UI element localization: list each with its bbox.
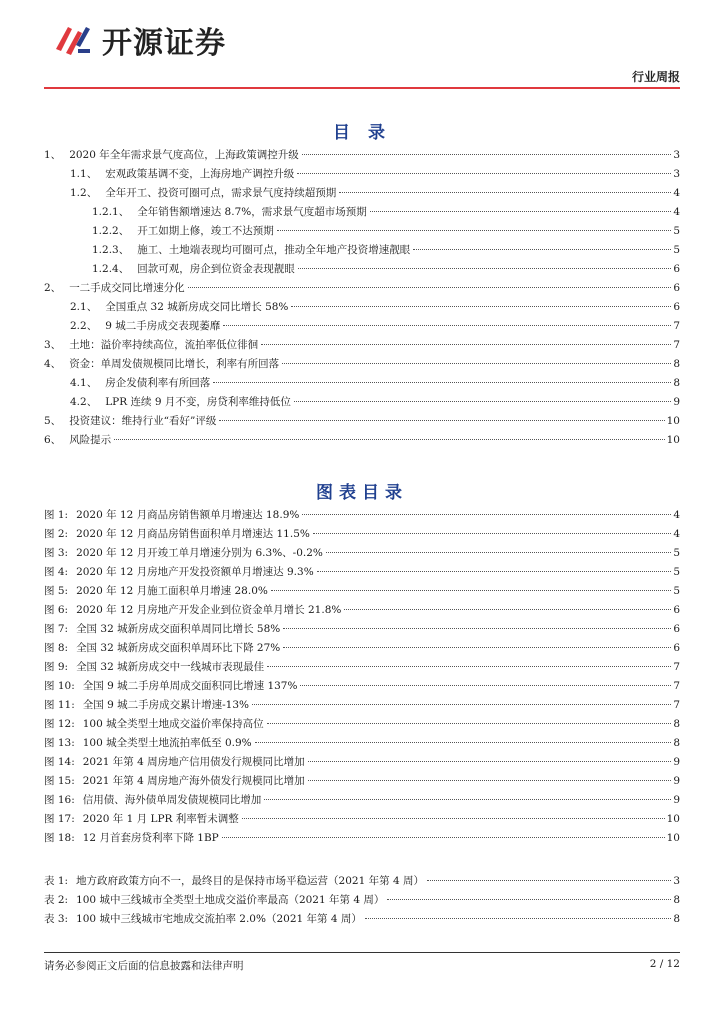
toc-entry[interactable] (44, 146, 680, 165)
figure-entry-page: 8 (673, 737, 680, 749)
header-divider (44, 87, 680, 89)
figures-list (44, 506, 680, 848)
figure-entry-page: 5 (673, 585, 680, 597)
figure-entry-page: 10 (666, 832, 680, 844)
figure-entry-title: 12 月首套房贷利率下降 1BP (82, 832, 219, 844)
dot-leader (255, 742, 672, 743)
toc-entry-page: 10 (666, 415, 680, 427)
dot-leader (283, 647, 671, 648)
dot-leader (308, 780, 672, 781)
dot-leader (213, 382, 671, 383)
toc-entry-page: 6 (673, 301, 680, 313)
toc-entry-number: 1.2.3、 (92, 244, 130, 256)
figure-entry[interactable] (44, 658, 680, 677)
figure-entry-number: 图 10: (44, 680, 75, 692)
toc-entry-number: 6、 (44, 434, 62, 446)
toc-entry[interactable] (44, 298, 680, 317)
toc-entry[interactable] (44, 165, 680, 184)
footer-divider (44, 952, 680, 953)
dot-leader (387, 899, 671, 900)
dot-leader (370, 211, 672, 212)
figure-entry[interactable] (44, 544, 680, 563)
toc-entry[interactable] (44, 184, 680, 203)
toc-entry[interactable] (44, 336, 680, 355)
figure-entry-title: 信用债、海外债单周发债规模同比增加 (82, 794, 262, 806)
dot-leader (339, 192, 671, 193)
figure-entry[interactable] (44, 525, 680, 544)
toc-entry-title: 全年开工、投资可圈可点，需求景气度持续超预期 (105, 187, 337, 199)
toc-entry-title: 全年销售额增速达 8.7%，需求景气度超市场预期 (137, 206, 367, 218)
dot-leader (365, 918, 671, 919)
figure-entry[interactable] (44, 772, 680, 791)
dot-leader (427, 880, 671, 881)
page-header (44, 18, 680, 90)
toc-entry-number: 2、 (44, 282, 62, 294)
toc-entry[interactable] (44, 279, 680, 298)
dot-leader (302, 154, 672, 155)
table-entry-number: 表 2: (44, 894, 69, 906)
dot-leader (267, 723, 672, 724)
figure-entry[interactable] (44, 506, 680, 525)
tables-list (44, 872, 680, 929)
dot-leader (302, 514, 671, 515)
dot-leader (271, 590, 671, 591)
figure-entry[interactable] (44, 734, 680, 753)
dot-leader (283, 628, 671, 629)
figure-entry-title: 2020 年 12 月房地产开发投资额单月增速达 9.3% (76, 566, 314, 578)
dot-leader (277, 230, 672, 231)
toc-entry-number: 1.2.2、 (92, 225, 130, 237)
table-entry-title: 地方政府政策方向不一，最终目的是保持市场平稳运营（2021 年第 4 周） (76, 875, 424, 887)
figure-entry-number: 图 1: (44, 509, 69, 521)
toc-entry-number: 4.2、 (70, 396, 98, 408)
toc-entry-page: 8 (673, 358, 680, 370)
table-entry[interactable] (44, 910, 680, 929)
figure-entry-page: 6 (673, 623, 680, 635)
figure-entry[interactable] (44, 582, 680, 601)
toc-entry-number: 1.1、 (70, 168, 98, 180)
figure-entry-title: 全国 9 城二手房单周成交面积同比增速 137% (82, 680, 298, 692)
figure-entry-page: 6 (673, 604, 680, 616)
table-entry-page: 8 (673, 894, 680, 906)
figure-entry[interactable] (44, 753, 680, 772)
figure-entry-number: 图 2: (44, 528, 69, 540)
toc-entry-number: 1.2、 (70, 187, 98, 199)
toc-entry-page: 7 (673, 339, 680, 351)
figure-entry-page: 8 (673, 718, 680, 730)
dot-leader (114, 439, 664, 440)
figure-entry-page: 5 (673, 547, 680, 559)
table-entry-title: 100 城中三线城市全类型土地成交溢价率最高（2021 年第 4 周） (76, 894, 385, 906)
figure-entry-number: 图 14: (44, 756, 75, 768)
dot-leader (344, 609, 671, 610)
toc-entry-number: 1、 (44, 149, 62, 161)
toc-entry-number: 3、 (44, 339, 62, 351)
figure-entry-page: 7 (673, 680, 680, 692)
table-entry[interactable] (44, 872, 680, 891)
toc-entry[interactable] (44, 203, 680, 222)
table-entry-title: 100 城中三线城市宅地成交流拍率 2.0%（2021 年第 4 周） (76, 913, 362, 925)
toc-entry-title: 资金：单周发债规模同比增长，利率有所回落 (69, 358, 280, 370)
logo-text: 开源证券 (102, 26, 226, 61)
figure-entry-number: 图 16: (44, 794, 75, 806)
dot-leader (297, 173, 671, 174)
footer-disclaimer: 请务必参阅正文后面的信息披露和法律声明 (44, 960, 244, 972)
toc-entry-page: 4 (673, 187, 680, 199)
figure-entry-page: 7 (673, 699, 680, 711)
figure-entry-page: 4 (673, 509, 680, 521)
figure-entry[interactable] (44, 810, 680, 829)
figure-entry-title: 全国 9 城二手房成交累计增速-13% (82, 699, 249, 711)
toc-entry-page: 8 (673, 377, 680, 389)
table-entry-number: 表 1: (44, 875, 69, 887)
toc-entry-title: 投资建议：维持行业“看好”评级 (69, 415, 217, 427)
toc-title: 目 录 (333, 123, 391, 143)
figure-entry-page: 9 (673, 756, 680, 768)
dot-leader (308, 761, 672, 762)
figure-entry[interactable] (44, 791, 680, 810)
toc-entry-title: 土地：溢价率持续高位，流拍率低位徘徊 (69, 339, 259, 351)
figure-entry-title: 2020 年 12 月商品房销售额单月增速达 18.9% (76, 509, 300, 521)
figure-entry-title: 2020 年 12 月施工面积单月增速 28.0% (76, 585, 268, 597)
toc-entry-page: 3 (673, 168, 680, 180)
figure-entry-number: 图 12: (44, 718, 75, 730)
figure-entry-title: 全国 32 城新房成交面积单周同比增长 58% (76, 623, 281, 635)
toc-entry-title: 回款可观，房企到位资金表现靓眼 (137, 263, 295, 275)
figure-entry-title: 2020 年 12 月房地产开发企业到位资金单月增长 21.8% (76, 604, 342, 616)
dot-leader (413, 249, 671, 250)
figure-entry-number: 图 8: (44, 642, 69, 654)
toc-entry[interactable] (44, 355, 680, 374)
figure-entry-title: 100 城全类型土地成交溢价率保持高位 (82, 718, 264, 730)
table-entry-page: 3 (673, 875, 680, 887)
toc-entry-title: 施工、土地端表现均可圈可点，推动全年地产投资增速靓眼 (137, 244, 411, 256)
dot-leader (261, 344, 671, 345)
figure-entry-page: 5 (673, 566, 680, 578)
toc-list (44, 146, 680, 450)
figure-entry-number: 图 18: (44, 832, 75, 844)
figure-entry-title: 2020 年 12 月商品房销售面积单月增速达 11.5% (76, 528, 310, 540)
toc-entry-title: 9 城二手房成交表现萎靡 (105, 320, 221, 332)
figure-entry-page: 7 (673, 661, 680, 673)
dot-leader (317, 571, 672, 572)
figure-entry-number: 图 3: (44, 547, 69, 559)
figure-entry[interactable] (44, 696, 680, 715)
table-entry[interactable] (44, 891, 680, 910)
toc-entry-title: 2020 年全年需求景气度高位，上海政策调控升级 (69, 149, 299, 161)
toc-entry-title: 宏观政策基调不变，上海房地产调控升级 (105, 168, 295, 180)
figure-entry-number: 图 13: (44, 737, 75, 749)
dot-leader (282, 363, 671, 364)
figure-entry-number: 图 4: (44, 566, 69, 578)
figure-entry[interactable] (44, 563, 680, 582)
dot-leader (223, 325, 671, 326)
figure-entry-page: 9 (673, 775, 680, 787)
toc-entry-title: 一二手成交同比增速分化 (69, 282, 185, 294)
figure-entry-title: 2021 年第 4 周房地产信用债发行规模同比增加 (82, 756, 305, 768)
toc-entry[interactable] (44, 374, 680, 393)
toc-entry[interactable] (44, 241, 680, 260)
figure-entry[interactable] (44, 715, 680, 734)
toc-entry-number: 4.1、 (70, 377, 98, 389)
toc-entry-number: 1.2.1、 (92, 206, 130, 218)
toc-entry-page: 4 (673, 206, 680, 218)
toc-entry-number: 2.1、 (70, 301, 98, 313)
toc-entry[interactable] (44, 393, 680, 412)
toc-entry-number: 1.2.4、 (92, 263, 130, 275)
toc-entry[interactable] (44, 260, 680, 279)
toc-entry-page: 7 (673, 320, 680, 332)
toc-entry-number: 2.2、 (70, 320, 98, 332)
toc-entry-page: 6 (673, 282, 680, 294)
toc-entry-page: 10 (666, 434, 680, 446)
toc-entry[interactable] (44, 317, 680, 336)
dot-leader (252, 704, 671, 705)
figure-entry[interactable] (44, 620, 680, 639)
dot-leader (264, 799, 671, 800)
dot-leader (242, 818, 665, 819)
toc-entry-page: 6 (673, 263, 680, 275)
toc-entry-number: 5、 (44, 415, 62, 427)
figure-entry-number: 图 6: (44, 604, 69, 616)
figure-entry-title: 全国 32 城新房成交中一线城市表现最佳 (76, 661, 265, 673)
figure-entry-number: 图 17: (44, 813, 75, 825)
toc-entry-title: 风险提示 (69, 434, 112, 446)
figure-entry[interactable] (44, 601, 680, 620)
toc-entry-title: LPR 连续 9 月不变，房贷利率维持低位 (105, 396, 291, 408)
figure-entry-title: 100 城全类型土地流拍率低至 0.9% (82, 737, 252, 749)
toc-entry[interactable] (44, 222, 680, 241)
figure-entry-number: 图 11: (44, 699, 75, 711)
figure-entry-title: 全国 32 城新房成交面积单周环比下降 27% (76, 642, 281, 654)
logo-mark-icon (52, 19, 94, 61)
toc-entry-title: 开工如期上修，竣工不达预期 (137, 225, 274, 237)
dot-leader (219, 420, 664, 421)
figure-entry-page: 4 (673, 528, 680, 540)
dot-leader (298, 268, 672, 269)
figure-entry-page: 10 (666, 813, 680, 825)
dot-leader (291, 306, 671, 307)
dot-leader (294, 401, 671, 402)
figure-entry[interactable] (44, 639, 680, 658)
figure-entry-title: 2021 年第 4 周房地产海外债发行规模同比增加 (82, 775, 305, 787)
dot-leader (267, 666, 671, 667)
dot-leader (300, 685, 671, 686)
company-logo (52, 18, 226, 62)
toc-entry-title: 房企发债利率有所回落 (105, 377, 211, 389)
figure-entry-page: 9 (673, 794, 680, 806)
toc-entry-page: 9 (673, 396, 680, 408)
toc-entry-page: 5 (673, 244, 680, 256)
toc-entry-page: 3 (673, 149, 680, 161)
table-entry-page: 8 (673, 913, 680, 925)
document-type-label: 行业周报 (631, 70, 680, 84)
figure-entry[interactable] (44, 829, 680, 848)
figure-entry-number: 图 5: (44, 585, 69, 597)
dot-leader (222, 837, 665, 838)
toc-entry-page: 5 (673, 225, 680, 237)
figure-entry[interactable] (44, 677, 680, 696)
dot-leader (326, 552, 671, 553)
page-number: 2 / 12 (649, 958, 680, 970)
toc-entry-number: 4、 (44, 358, 62, 370)
dot-leader (313, 533, 671, 534)
toc-entry-title: 全国重点 32 城新房成交同比增长 58% (105, 301, 289, 313)
figure-entry-title: 2020 年 1 月 LPR 利率暂未调整 (82, 813, 239, 825)
table-entry-number: 表 3: (44, 913, 69, 925)
toc-entry[interactable] (44, 412, 680, 431)
figure-entry-number: 图 15: (44, 775, 75, 787)
figure-entry-page: 6 (673, 642, 680, 654)
toc-entry[interactable] (44, 431, 680, 450)
figure-entry-title: 2020 年 12 月开竣工单月增速分别为 6.3%、-0.2% (76, 547, 323, 559)
figure-entry-number: 图 7: (44, 623, 69, 635)
dot-leader (188, 287, 672, 288)
figures-title: 图表目录 (316, 483, 408, 503)
figure-entry-number: 图 9: (44, 661, 69, 673)
